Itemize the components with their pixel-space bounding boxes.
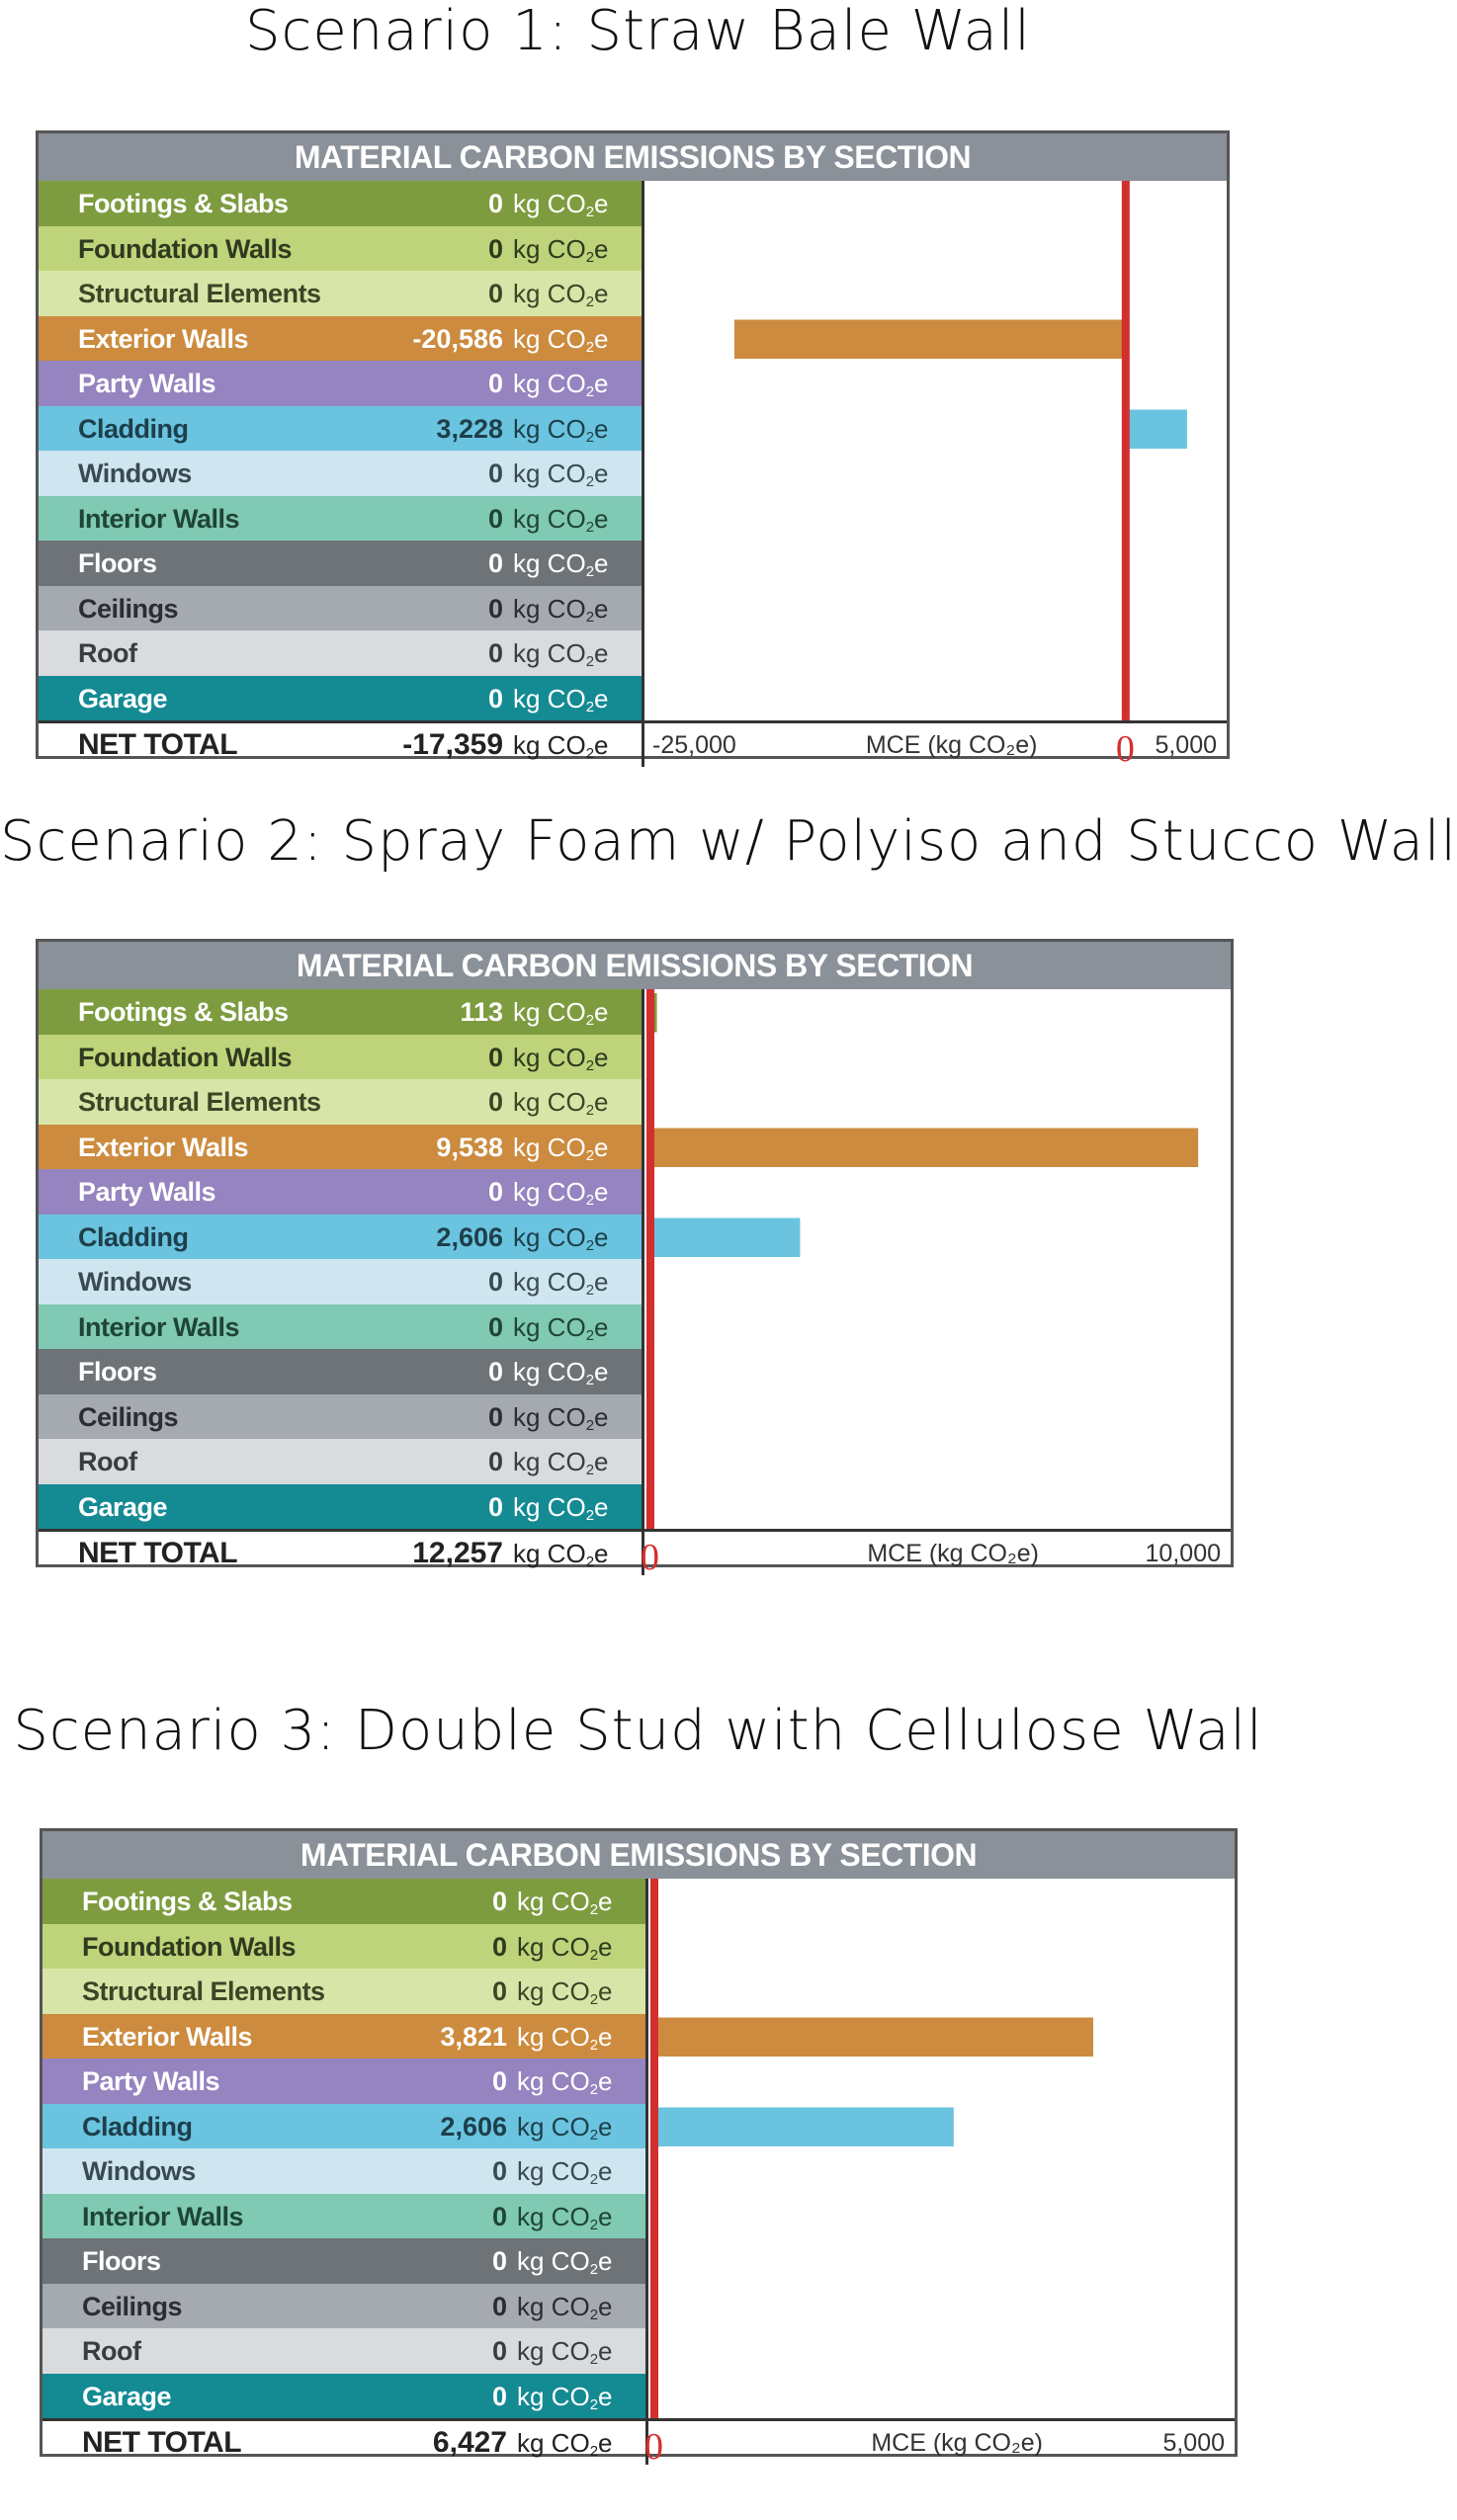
unit-sub: 2 bbox=[585, 563, 595, 580]
bar-chart-area bbox=[642, 181, 1227, 720]
value-label: 9,538 bbox=[436, 1132, 503, 1162]
unit-sub: 2 bbox=[585, 1554, 595, 1570]
unit-sub: 2 bbox=[589, 2306, 599, 2323]
category-label: Exterior Walls bbox=[82, 2021, 253, 2052]
unit-end: e bbox=[598, 1931, 613, 1962]
category-label: Party Walls bbox=[82, 2066, 220, 2096]
unit-main: kg CO bbox=[513, 1087, 586, 1117]
zero-line bbox=[646, 989, 654, 1529]
scenario-title: Scenario 1: Straw Bale Wall bbox=[244, 0, 1031, 63]
value-label: 0 bbox=[487, 1447, 503, 1476]
unit-end: e bbox=[594, 548, 609, 578]
unit-sub: 2 bbox=[589, 2443, 599, 2460]
unit-sub: 2 bbox=[585, 383, 595, 400]
unit-main: kg CO bbox=[517, 2428, 590, 2458]
unit-main: kg CO bbox=[513, 997, 586, 1027]
unit-end: e bbox=[594, 1132, 609, 1162]
unit-sub: 2 bbox=[589, 2351, 599, 2368]
unit-sub: 2 bbox=[589, 2036, 599, 2054]
bar-chart-area bbox=[645, 1879, 1235, 2418]
unit-end: e bbox=[598, 2066, 613, 2096]
value-label: 0 bbox=[491, 2381, 507, 2411]
chart-panel bbox=[40, 1828, 1238, 2468]
unit-sub: 2 bbox=[585, 204, 595, 220]
axis-zero-label: 0 bbox=[1115, 728, 1135, 770]
unit-sub: 2 bbox=[589, 2216, 599, 2233]
unit-end: e bbox=[598, 2111, 613, 2142]
category-label: Garage bbox=[78, 683, 168, 714]
unit-sub: 2 bbox=[589, 1946, 599, 1964]
value-label: 0 bbox=[491, 1976, 507, 2006]
net-total-unit bbox=[513, 723, 609, 776]
unit-end: e bbox=[594, 1491, 609, 1522]
value-label: 0 bbox=[491, 1931, 507, 1962]
category-label: Exterior Walls bbox=[78, 323, 249, 354]
unit-end: e bbox=[598, 2428, 613, 2458]
unit-main: kg CO bbox=[513, 459, 586, 488]
value-label: 0 bbox=[487, 1357, 503, 1386]
net-total-label: NET TOTAL bbox=[78, 1537, 238, 1569]
unit-end: e bbox=[598, 2156, 613, 2186]
unit-end: e bbox=[594, 1401, 609, 1432]
category-row bbox=[39, 989, 642, 1036]
unit-main: kg CO bbox=[513, 323, 586, 354]
unit-end: e bbox=[598, 1887, 613, 1916]
unit-main: kg CO bbox=[517, 1931, 590, 1962]
category-label: Interior Walls bbox=[82, 2201, 244, 2231]
category-label: Roof bbox=[78, 1447, 137, 1476]
category-row bbox=[39, 361, 642, 407]
unit-sub: 2 bbox=[589, 2126, 599, 2143]
category-label: Interior Walls bbox=[78, 503, 240, 534]
category-row bbox=[43, 2238, 645, 2285]
category-row bbox=[39, 1035, 642, 1081]
unit-main: kg CO bbox=[517, 2201, 590, 2231]
bar bbox=[734, 320, 1126, 360]
unit-main: kg CO bbox=[513, 1267, 586, 1297]
unit-end: e bbox=[598, 2381, 613, 2411]
category-row bbox=[43, 2058, 645, 2105]
category-row bbox=[39, 1439, 642, 1485]
unit-main: kg CO bbox=[517, 1976, 590, 2006]
category-label: Ceilings bbox=[82, 2291, 183, 2321]
category-label: Windows bbox=[78, 459, 192, 488]
value-label: 0 bbox=[487, 1491, 503, 1522]
axis-divider bbox=[642, 723, 644, 767]
bar-chart-area bbox=[642, 989, 1231, 1529]
unit-end: e bbox=[594, 233, 609, 264]
category-row bbox=[43, 1969, 645, 2015]
category-row bbox=[39, 630, 642, 677]
category-label: Interior Walls bbox=[78, 1311, 240, 1342]
value-label: 0 bbox=[487, 233, 503, 264]
category-row bbox=[39, 541, 642, 587]
chart-panel bbox=[36, 939, 1234, 1578]
category-label: Foundation Walls bbox=[78, 233, 292, 264]
scenario-1 bbox=[0, 0, 1276, 791]
unit-main: kg CO bbox=[513, 369, 586, 398]
category-row bbox=[39, 1079, 642, 1126]
category-row bbox=[39, 1349, 642, 1395]
unit-main: kg CO bbox=[513, 1221, 586, 1252]
unit-sub: 2 bbox=[589, 2081, 599, 2098]
unit-sub: 2 bbox=[585, 1326, 595, 1344]
unit-sub: 2 bbox=[589, 1991, 599, 2008]
unit-end: e bbox=[598, 2246, 613, 2276]
value-label: 0 bbox=[487, 279, 503, 308]
value-label: 0 bbox=[487, 459, 503, 488]
unit-end: e bbox=[594, 459, 609, 488]
value-label: 0 bbox=[491, 2291, 507, 2321]
category-label: Floors bbox=[82, 2246, 161, 2276]
unit-main: kg CO bbox=[517, 2111, 590, 2142]
category-label: Foundation Walls bbox=[82, 1931, 296, 1962]
unit-main: kg CO bbox=[513, 1177, 586, 1207]
category-row bbox=[43, 2104, 645, 2150]
unit-sub: 2 bbox=[585, 1056, 595, 1074]
axis-max-label: 5,000 bbox=[1162, 2429, 1225, 2457]
value-label: 0 bbox=[487, 683, 503, 714]
category-label: Ceilings bbox=[78, 593, 179, 624]
unit-main: kg CO bbox=[513, 189, 586, 218]
unit-sub: 2 bbox=[585, 1416, 595, 1434]
category-row bbox=[39, 1394, 642, 1441]
unit-end: e bbox=[598, 2336, 613, 2366]
value-label: 0 bbox=[487, 1311, 503, 1342]
unit-end: e bbox=[594, 1357, 609, 1386]
scenario-title: Scenario 3: Double Stud with Cellulose Wall bbox=[13, 1699, 1263, 1763]
unit-sub: 2 bbox=[585, 1506, 595, 1524]
unit-main: kg CO bbox=[513, 1539, 586, 1568]
zero-line bbox=[650, 1879, 658, 2418]
unit-main: kg CO bbox=[513, 1132, 586, 1162]
category-label: Party Walls bbox=[78, 1177, 216, 1207]
category-label: Windows bbox=[82, 2156, 196, 2186]
value-label: 2,606 bbox=[440, 2111, 507, 2142]
net-total-row bbox=[43, 2418, 1235, 2468]
value-label: 3,821 bbox=[440, 2021, 507, 2052]
unit-end: e bbox=[594, 638, 609, 668]
category-label: Foundation Walls bbox=[78, 1042, 292, 1072]
category-row bbox=[43, 2374, 645, 2420]
axis-max-label: 10,000 bbox=[1145, 1540, 1221, 1567]
net-total-unit bbox=[517, 2421, 613, 2474]
category-row bbox=[39, 1304, 642, 1351]
category-label: Exterior Walls bbox=[78, 1132, 249, 1162]
category-row bbox=[43, 2284, 645, 2330]
category-label: Garage bbox=[82, 2381, 172, 2411]
chart-panel bbox=[36, 130, 1230, 770]
net-total-label: NET TOTAL bbox=[82, 2426, 242, 2459]
unit-main: kg CO bbox=[517, 1887, 590, 1916]
category-row bbox=[39, 1484, 642, 1531]
unit-main: kg CO bbox=[513, 279, 586, 308]
unit-end: e bbox=[594, 503, 609, 534]
chart-title: MATERIAL CARBON EMISSIONS BY SECTION bbox=[43, 1831, 1235, 1879]
category-label: Structural Elements bbox=[82, 1976, 325, 2006]
unit-end: e bbox=[598, 2021, 613, 2052]
value-label: 0 bbox=[487, 189, 503, 218]
unit-sub: 2 bbox=[585, 1462, 595, 1478]
bar-chart-svg bbox=[644, 989, 1231, 1529]
value-label: 2,606 bbox=[436, 1221, 503, 1252]
net-total-row bbox=[39, 1529, 1231, 1578]
bar bbox=[1126, 410, 1187, 450]
value-label: 3,228 bbox=[436, 413, 503, 444]
category-label: Footings & Slabs bbox=[78, 189, 289, 218]
unit-main: kg CO bbox=[513, 683, 586, 714]
unit-sub: 2 bbox=[585, 518, 595, 536]
unit-end: e bbox=[594, 413, 609, 444]
unit-sub: 2 bbox=[585, 428, 595, 446]
category-row bbox=[39, 1169, 642, 1216]
unit-main: kg CO bbox=[513, 1311, 586, 1342]
unit-sub: 2 bbox=[585, 473, 595, 490]
category-label: Roof bbox=[78, 638, 137, 668]
unit-sub: 2 bbox=[589, 2171, 599, 2188]
unit-main: kg CO bbox=[517, 2381, 590, 2411]
unit-end: e bbox=[594, 189, 609, 218]
unit-end: e bbox=[594, 1042, 609, 1072]
category-row bbox=[39, 271, 642, 317]
bar bbox=[654, 2018, 1093, 2058]
category-row bbox=[39, 181, 642, 227]
axis-min-label: -25,000 bbox=[652, 731, 736, 759]
category-row bbox=[39, 406, 642, 453]
net-total-value: 12,257 bbox=[412, 1537, 503, 1569]
unit-end: e bbox=[598, 2291, 613, 2321]
axis-zero-label: 0 bbox=[641, 1537, 659, 1578]
unit-sub: 2 bbox=[585, 338, 595, 356]
value-label: 0 bbox=[487, 1087, 503, 1117]
category-row bbox=[43, 2328, 645, 2375]
unit-sub: 2 bbox=[589, 2395, 599, 2413]
unit-sub: 2 bbox=[585, 1146, 595, 1164]
bar-chart-svg bbox=[648, 1879, 1235, 2418]
category-label: Footings & Slabs bbox=[78, 997, 289, 1027]
zero-line bbox=[1122, 181, 1130, 720]
chart-title: MATERIAL CARBON EMISSIONS BY SECTION bbox=[39, 133, 1227, 181]
value-label: 113 bbox=[460, 997, 503, 1027]
unit-main: kg CO bbox=[517, 2156, 590, 2186]
value-label: 0 bbox=[491, 2336, 507, 2366]
category-label: Windows bbox=[78, 1267, 192, 1297]
value-label: 0 bbox=[487, 1401, 503, 1432]
bar bbox=[650, 1218, 800, 1258]
unit-end: e bbox=[598, 2201, 613, 2231]
unit-sub: 2 bbox=[585, 294, 595, 310]
category-row bbox=[39, 676, 642, 722]
value-label: 0 bbox=[487, 369, 503, 398]
category-label: Party Walls bbox=[78, 369, 216, 398]
scenario-title: Scenario 2: Spray Foam w/ Polyiso and Stucco Wall bbox=[0, 809, 1457, 874]
unit-end: e bbox=[594, 1221, 609, 1252]
net-total-unit bbox=[513, 1532, 609, 1584]
value-label: 0 bbox=[487, 1267, 503, 1297]
unit-end: e bbox=[594, 369, 609, 398]
value-label: 0 bbox=[491, 2246, 507, 2276]
unit-main: kg CO bbox=[517, 2021, 590, 2052]
unit-end: e bbox=[594, 1267, 609, 1297]
unit-end: e bbox=[594, 593, 609, 624]
unit-sub: 2 bbox=[585, 248, 595, 266]
bar-chart-svg bbox=[644, 181, 1227, 720]
category-row bbox=[39, 1125, 642, 1171]
category-row bbox=[39, 496, 642, 543]
net-total-row bbox=[39, 720, 1227, 770]
unit-end: e bbox=[594, 1539, 609, 1568]
scenario-3 bbox=[0, 1700, 1276, 2490]
unit-sub: 2 bbox=[585, 608, 595, 626]
unit-main: kg CO bbox=[513, 593, 586, 624]
unit-sub: 2 bbox=[585, 1102, 595, 1119]
unit-sub: 2 bbox=[585, 1192, 595, 1209]
unit-sub: 2 bbox=[585, 1236, 595, 1254]
category-label: Floors bbox=[78, 1357, 157, 1386]
value-label: 0 bbox=[491, 2201, 507, 2231]
category-label: Cladding bbox=[78, 413, 189, 444]
value-label: 0 bbox=[487, 548, 503, 578]
unit-end: e bbox=[594, 1311, 609, 1342]
category-row bbox=[39, 1215, 642, 1261]
category-row bbox=[43, 2194, 645, 2240]
category-label: Footings & Slabs bbox=[82, 1887, 293, 1916]
unit-sub: 2 bbox=[585, 1282, 595, 1299]
category-row bbox=[43, 1879, 645, 1925]
bar bbox=[650, 1129, 1198, 1168]
unit-main: kg CO bbox=[517, 2246, 590, 2276]
unit-main: kg CO bbox=[513, 1401, 586, 1432]
unit-sub: 2 bbox=[585, 1372, 595, 1388]
bar bbox=[654, 2108, 954, 2147]
unit-main: kg CO bbox=[513, 730, 586, 760]
value-label: 0 bbox=[487, 1042, 503, 1072]
unit-main: kg CO bbox=[513, 1357, 586, 1386]
scenario-2 bbox=[0, 809, 1457, 1601]
unit-sub: 2 bbox=[585, 698, 595, 715]
category-label: Structural Elements bbox=[78, 1087, 321, 1117]
category-row bbox=[43, 1924, 645, 1971]
chart-title: MATERIAL CARBON EMISSIONS BY SECTION bbox=[39, 942, 1231, 989]
category-label: Cladding bbox=[82, 2111, 193, 2142]
category-label: Cladding bbox=[78, 1221, 189, 1252]
axis-max-label: 5,000 bbox=[1155, 731, 1217, 759]
unit-sub: 2 bbox=[585, 653, 595, 670]
unit-sub: 2 bbox=[589, 2261, 599, 2278]
value-label: 0 bbox=[487, 593, 503, 624]
category-row bbox=[39, 586, 642, 632]
net-total-value: -17,359 bbox=[402, 728, 503, 761]
unit-main: kg CO bbox=[513, 1491, 586, 1522]
category-label: Roof bbox=[82, 2336, 141, 2366]
unit-end: e bbox=[594, 323, 609, 354]
value-label: 0 bbox=[487, 503, 503, 534]
category-label: Structural Elements bbox=[78, 279, 321, 308]
value-label: 0 bbox=[491, 2066, 507, 2096]
category-row bbox=[39, 316, 642, 363]
unit-main: kg CO bbox=[517, 2336, 590, 2366]
unit-sub: 2 bbox=[585, 1012, 595, 1029]
net-total-value: 6,427 bbox=[432, 2426, 507, 2459]
category-row bbox=[39, 451, 642, 497]
unit-sub: 2 bbox=[589, 1901, 599, 1918]
unit-sub: 2 bbox=[585, 745, 595, 762]
category-label: Ceilings bbox=[78, 1401, 179, 1432]
unit-main: kg CO bbox=[513, 1447, 586, 1476]
category-row bbox=[43, 2014, 645, 2060]
unit-end: e bbox=[594, 683, 609, 714]
net-total-label: NET TOTAL bbox=[78, 728, 238, 761]
axis-title: MCE (kg CO₂e) bbox=[871, 2429, 1043, 2457]
unit-main: kg CO bbox=[513, 503, 586, 534]
value-label: 0 bbox=[487, 1177, 503, 1207]
unit-end: e bbox=[594, 1177, 609, 1207]
axis-title: MCE (kg CO₂e) bbox=[865, 731, 1038, 759]
unit-end: e bbox=[598, 1976, 613, 2006]
axis-zero-label: 0 bbox=[644, 2426, 663, 2468]
value-label: -20,586 bbox=[412, 323, 503, 354]
unit-end: e bbox=[594, 730, 609, 760]
unit-main: kg CO bbox=[513, 638, 586, 668]
category-label: Floors bbox=[78, 548, 157, 578]
unit-end: e bbox=[594, 1087, 609, 1117]
unit-main: kg CO bbox=[517, 2066, 590, 2096]
unit-main: kg CO bbox=[513, 413, 586, 444]
value-label: 0 bbox=[487, 638, 503, 668]
category-row bbox=[43, 2148, 645, 2195]
category-row bbox=[39, 1259, 642, 1305]
category-label: Garage bbox=[78, 1491, 168, 1522]
axis-title: MCE (kg CO₂e) bbox=[867, 1540, 1039, 1567]
value-label: 0 bbox=[491, 1887, 507, 1916]
unit-main: kg CO bbox=[513, 1042, 586, 1072]
value-label: 0 bbox=[491, 2156, 507, 2186]
unit-end: e bbox=[594, 1447, 609, 1476]
unit-end: e bbox=[594, 997, 609, 1027]
unit-main: kg CO bbox=[513, 548, 586, 578]
unit-main: kg CO bbox=[513, 233, 586, 264]
unit-end: e bbox=[594, 279, 609, 308]
unit-main: kg CO bbox=[517, 2291, 590, 2321]
category-row bbox=[39, 226, 642, 273]
